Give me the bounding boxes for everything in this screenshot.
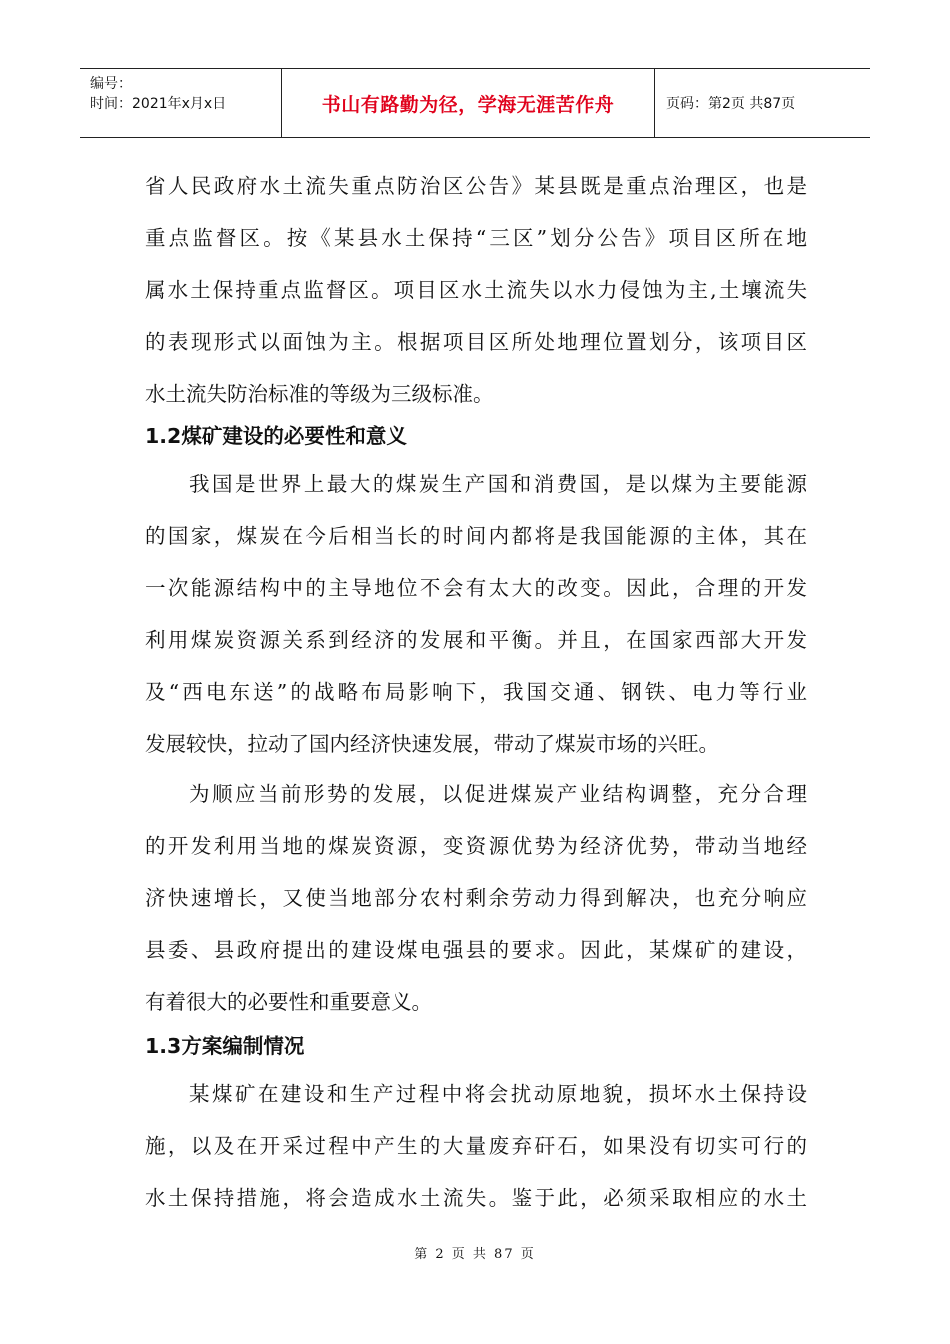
document-header: [80, 68, 870, 138]
paragraph-line: 水土保持措施，将会造成水土流失。鉴于此，必须采取相应的水土: [145, 1186, 807, 1210]
header-page-info: 页码：第2页 共87页: [666, 96, 796, 112]
paragraph-line: 为顺应当前形势的发展，以促进煤炭产业结构调整，充分合理: [189, 782, 807, 806]
paragraph-line: 利用煤炭资源关系到经济的发展和平衡。并且，在国家西部大开发: [145, 628, 807, 652]
paragraph-line: 水土流失防治标准的等级为三级标准。: [145, 382, 494, 406]
paragraph-line: 的表现形式以面蚀为主。根据项目区所处地理位置划分，该项目区: [145, 330, 807, 354]
page-footer: 第 2 页 共 87 页: [414, 1247, 536, 1262]
paragraph-line: 属水土保持重点监督区。项目区水土流失以水力侵蚀为主,土壤流失: [145, 278, 807, 302]
header-page-cell: [656, 69, 870, 137]
section-heading: 1.2煤矿建设的必要性和意义: [145, 424, 407, 448]
paragraph-line: 一次能源结构中的主导地位不会有太大的改变。因此，合理的开发: [145, 576, 807, 600]
paragraph-line: 我国是世界上最大的煤炭生产国和消费国，是以煤为主要能源: [189, 472, 807, 496]
paragraph-line: 重点监督区。按《某县水土保持“三区”划分公告》项目区所在地: [145, 226, 807, 250]
paragraph-line: 济快速增长，又使当地部分农村剩余劳动力得到解决，也充分响应: [145, 886, 807, 910]
paragraph-line: 省人民政府水土流失重点防治区公告》某县既是重点治理区，也是: [145, 174, 807, 198]
paragraph-line: 有着很大的必要性和重要意义。: [145, 990, 432, 1014]
section-heading: 1.3方案编制情况: [145, 1034, 305, 1058]
paragraph-line: 的开发利用当地的煤炭资源，变资源优势为经济优势，带动当地经: [145, 834, 807, 858]
paragraph-line: 的国家，煤炭在今后相当长的时间内都将是我国能源的主体，其在: [145, 524, 807, 548]
header-meta-cell: [80, 69, 282, 137]
header-motto-cell: [282, 69, 655, 137]
document-number-label: 编号：: [90, 76, 132, 92]
document-time-label: 时间：2021年x月x日: [90, 96, 227, 112]
paragraph-line: 某煤矿在建设和生产过程中将会扰动原地貌，损坏水土保持设: [189, 1082, 807, 1106]
header-motto: 书山有路勤为径，学海无涯苦作舟: [321, 93, 615, 116]
paragraph-line: 及“西电东送”的战略布局影响下，我国交通、钢铁、电力等行业: [145, 680, 807, 704]
paragraph-line: 县委、县政府提出的建设煤电强县的要求。因此，某煤矿的建设，: [145, 938, 807, 962]
paragraph-line: 施，以及在开采过程中产生的大量废弃矸石，如果没有切实可行的: [145, 1134, 807, 1158]
paragraph-line: 发展较快，拉动了国内经济快速发展，带动了煤炭市场的兴旺。: [145, 732, 719, 756]
